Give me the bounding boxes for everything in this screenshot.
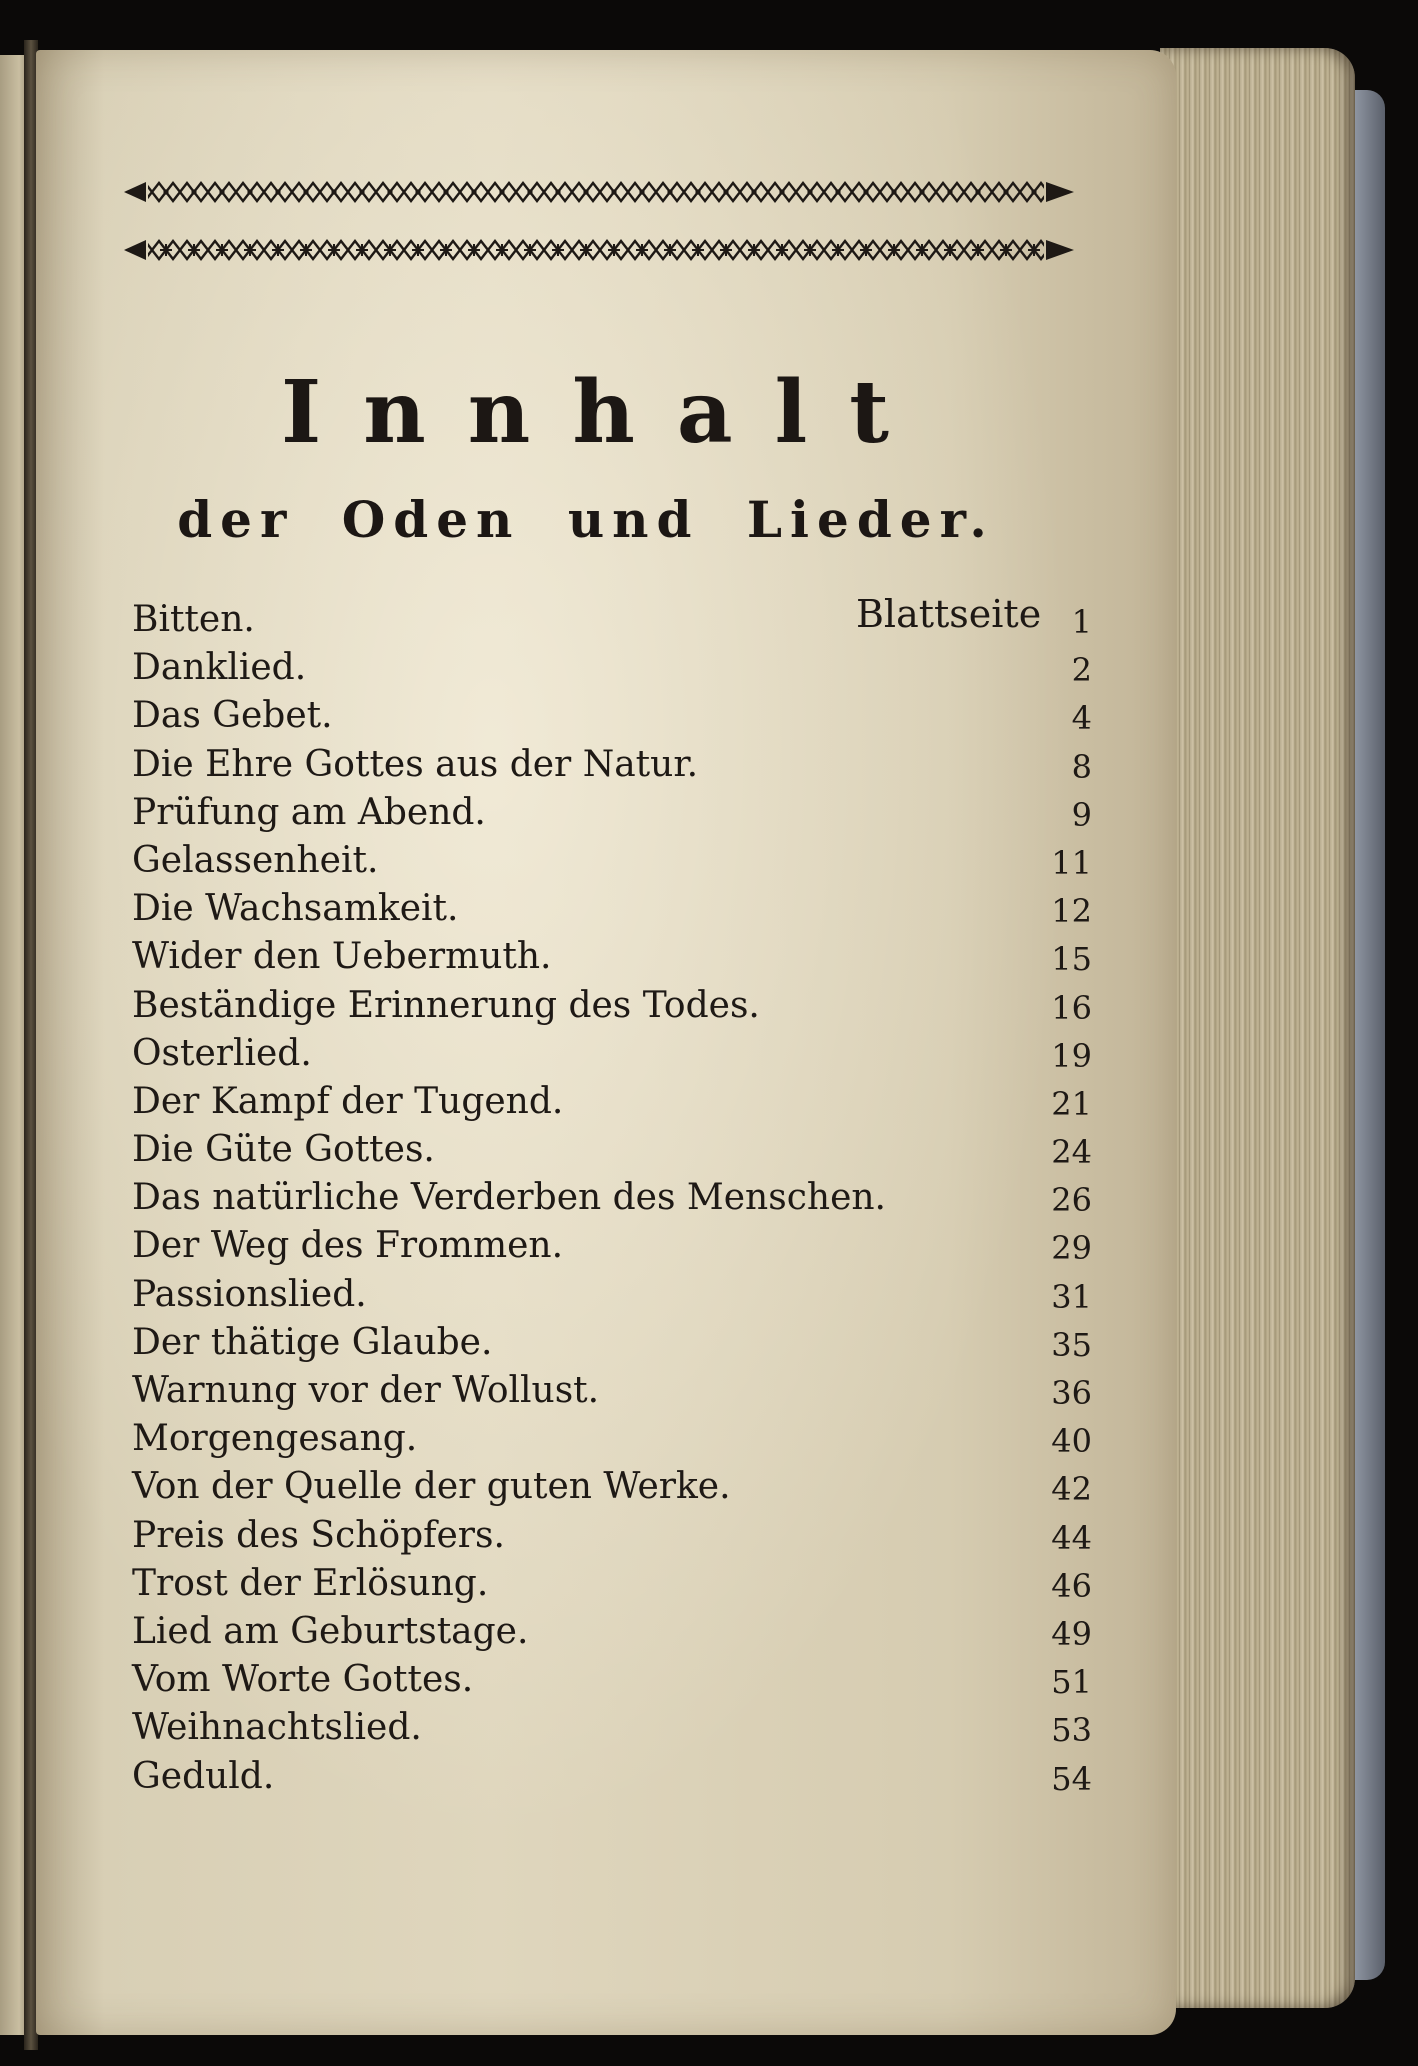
- toc-entry: [132, 1465, 1092, 1513]
- toc-entry: [132, 1562, 1092, 1610]
- toc-entry: [132, 1128, 1092, 1176]
- toc-entry: [132, 1080, 1092, 1128]
- entry-page: 24: [1051, 1133, 1092, 1172]
- entry-title: Bitten.: [132, 599, 255, 640]
- entry-title: Trost der Erlösung.: [132, 1562, 489, 1604]
- entry-page: 19: [1051, 1036, 1092, 1075]
- entry-page: 42: [1051, 1470, 1092, 1509]
- entry-page: 12: [1051, 892, 1092, 931]
- toc-entry: [132, 1658, 1092, 1706]
- entry-title: Passionslied.: [132, 1273, 367, 1315]
- entry-page: 35: [1051, 1325, 1092, 1364]
- toc-entry: [132, 1514, 1092, 1562]
- entry-page: 44: [1051, 1518, 1092, 1557]
- entry-title: Die Güte Gottes.: [132, 1129, 435, 1171]
- entry-title: Wider den Uebermuth.: [132, 936, 552, 978]
- toc-entry: [132, 984, 1092, 1032]
- entry-page: 54: [1051, 1759, 1092, 1798]
- toc-entry: [132, 1417, 1092, 1465]
- toc-entry: [132, 1610, 1092, 1658]
- page-column-label: Blattseite: [856, 592, 1042, 636]
- page-subtitle: der Oden und Lieder.: [177, 490, 995, 549]
- entry-title: Beständige Erinnerung des Todes.: [132, 984, 760, 1026]
- toc-entry: [132, 935, 1092, 983]
- entry-page: 40: [1051, 1422, 1092, 1461]
- entry-page: 51: [1051, 1663, 1092, 1702]
- entry-title: Das natürliche Verderben des Menschen.: [132, 1177, 886, 1219]
- entry-page: 49: [1051, 1614, 1092, 1653]
- entry-page: 26: [1051, 1181, 1092, 1220]
- ornament-border-bottom: [124, 236, 1074, 264]
- toc-entry: [132, 1032, 1092, 1080]
- toc-entry: [132, 598, 1092, 646]
- entry-title: Osterlied.: [132, 1032, 312, 1074]
- entry-page: 15: [1051, 940, 1092, 979]
- entry-page: 36: [1051, 1374, 1092, 1412]
- toc-entry: [132, 1755, 1092, 1803]
- entry-title: Die Wachsamkeit.: [132, 888, 459, 930]
- entry-page: 21: [1051, 1084, 1092, 1123]
- entry-page: 31: [1051, 1277, 1092, 1316]
- toc-entry: [132, 1321, 1092, 1369]
- toc-entry: [132, 839, 1092, 887]
- toc-entry: [132, 1369, 1092, 1417]
- entry-title: Prüfung am Abend.: [132, 791, 486, 833]
- entry-title: Die Ehre Gottes aus der Natur.: [132, 743, 699, 785]
- entry-page: 9: [1071, 795, 1092, 834]
- toc-entry: [132, 743, 1092, 791]
- entry-title: Vom Worte Gottes.: [132, 1659, 474, 1701]
- toc-entry: [132, 791, 1092, 839]
- entry-title: Morgengesang.: [132, 1418, 418, 1460]
- entry-title: Lied am Geburtstage.: [132, 1610, 529, 1652]
- toc-entry: [132, 1224, 1092, 1272]
- entry-title: Das Gebet.: [132, 695, 333, 737]
- entry-title: Warnung vor der Wollust.: [132, 1370, 600, 1411]
- entry-title: Der Weg des Frommen.: [132, 1225, 564, 1267]
- entry-title: Gelassenheit.: [132, 839, 379, 881]
- toc-entry: [132, 1273, 1092, 1321]
- entry-page: 46: [1051, 1566, 1092, 1605]
- entry-page: 29: [1051, 1229, 1092, 1268]
- entry-title: Von der Quelle der guten Werke.: [132, 1466, 731, 1508]
- ornament-border-top: [124, 178, 1074, 206]
- entry-page: 1: [1071, 603, 1092, 641]
- entry-page: 2: [1071, 651, 1092, 690]
- toc-entry: [132, 887, 1092, 935]
- contents-page: [36, 50, 1176, 2035]
- entry-title: Preis des Schöpfers.: [132, 1514, 505, 1556]
- entry-title: Danklied.: [132, 647, 307, 689]
- page-title: Innhalt: [281, 362, 931, 463]
- entry-title: Weihnachtslied.: [132, 1707, 422, 1749]
- entry-page: 11: [1051, 843, 1092, 882]
- toc-entry: [132, 1176, 1092, 1224]
- toc-entry: [132, 646, 1092, 694]
- toc-entry: [132, 1706, 1092, 1754]
- toc-entry: [132, 694, 1092, 742]
- entry-title: Der thätige Glaube.: [132, 1321, 493, 1363]
- entry-page: 4: [1071, 699, 1092, 738]
- entry-page: 8: [1071, 747, 1092, 786]
- entry-page: 53: [1051, 1711, 1092, 1750]
- page-stack-edge: [1160, 48, 1355, 2008]
- entry-page: 16: [1051, 988, 1092, 1027]
- table-of-contents: [132, 598, 1092, 1803]
- entry-title: Geduld.: [132, 1755, 275, 1797]
- entry-title: Der Kampf der Tugend.: [132, 1080, 564, 1122]
